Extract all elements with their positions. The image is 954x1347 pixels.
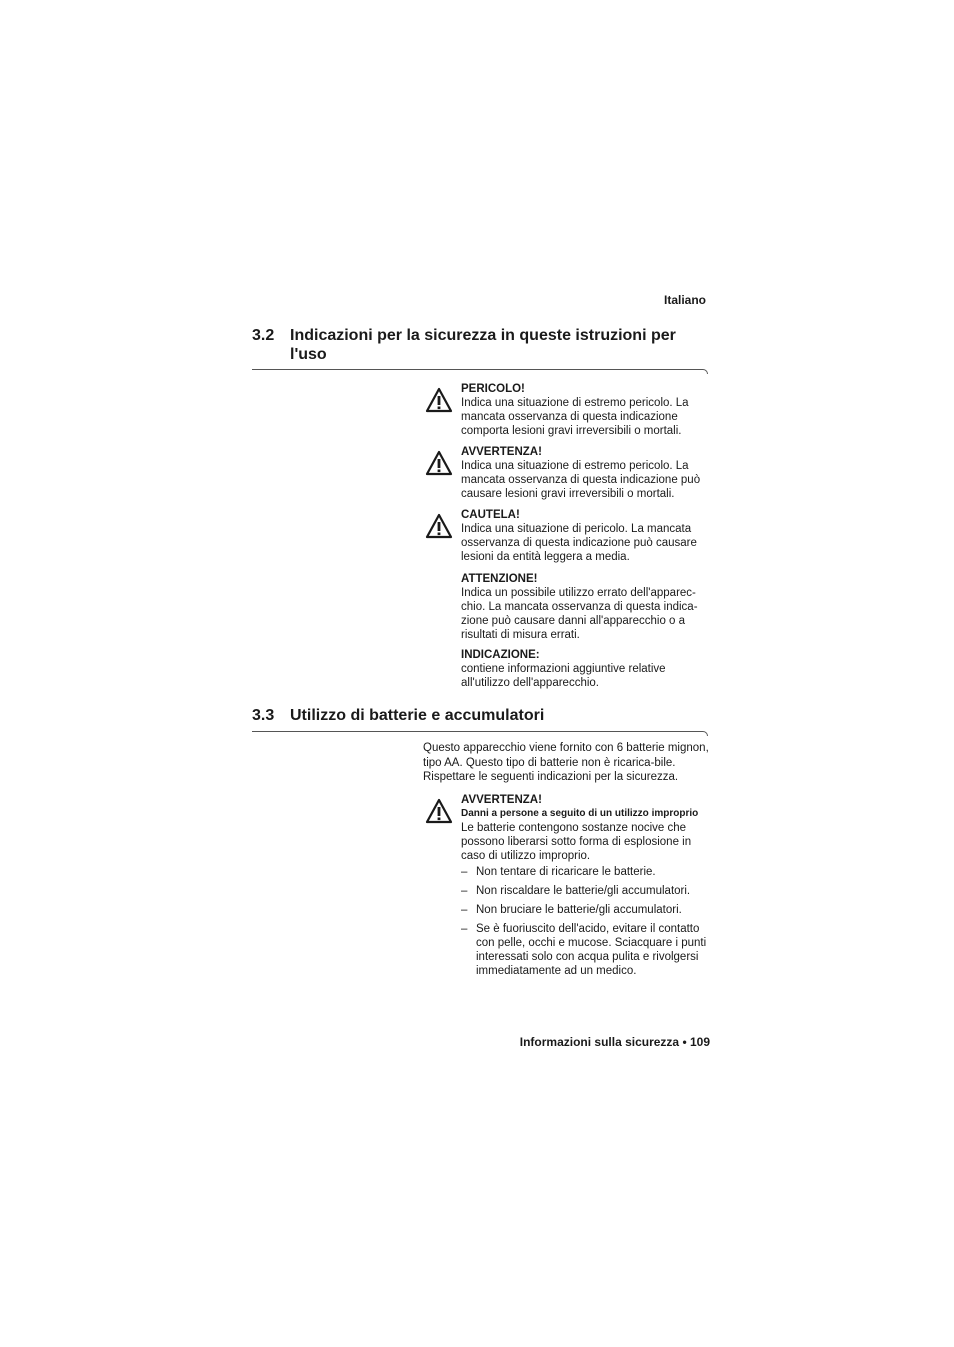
battery-warning xyxy=(461,793,711,983)
notice-title: CAUTELA! xyxy=(461,509,520,521)
warning-triangle-icon xyxy=(425,513,453,539)
notice-title: PERICOLO! xyxy=(461,383,525,395)
warning-list xyxy=(461,865,711,978)
section-rule xyxy=(252,731,708,736)
section-number: 3.3 xyxy=(252,707,275,724)
notice-text: Indica un possibile utilizzo errato dell'apparec-chio. La mancata osservanza di questa indica-zione può causare danni all'apparecchio o a risultati di misura errati. xyxy=(461,587,698,641)
notice-indication xyxy=(461,648,711,690)
notice-text: Indica una situazione di pericolo. La mancata osservanza di questa indicazione può causare lesioni da entità leggera a media. xyxy=(461,523,697,563)
notice-caution xyxy=(461,508,711,564)
batteries-intro: Questo apparecchio viene fornito con 6 batterie mignon, tipo AA. Questo tipo di batterie non è ricarica-bile. Rispettare le seguenti indicazioni per la sicurezza. xyxy=(423,742,709,783)
list-item: – Non tentare di ricaricare le batterie. xyxy=(461,865,711,879)
warning-triangle-icon xyxy=(425,798,453,824)
warning-triangle-icon xyxy=(425,387,453,413)
language-label: Italiano xyxy=(663,293,706,307)
section-3-3-heading xyxy=(252,706,712,726)
warning-triangle-icon xyxy=(425,450,453,476)
notice-warning xyxy=(461,445,711,501)
list-item: – Non bruciare le batterie/gli accumulatori. xyxy=(461,903,711,917)
warning-title: AVVERTENZA! xyxy=(461,794,542,806)
notice-danger xyxy=(461,382,711,438)
notice-title: INDICAZIONE: xyxy=(461,649,540,661)
notice-title: ATTENZIONE! xyxy=(461,573,538,585)
section-title: Utilizzo di batterie e accumulatori xyxy=(290,707,545,724)
notice-text: contiene informazioni aggiuntive relative all'utilizzo dell'apparecchio. xyxy=(461,663,666,689)
list-item: – Se è fuoriuscito dell'acido, evitare il contatto con pelle, occhi e mucose. Sciacquare i punti interessati solo con acqua pulita e rivolgersi immediatamente ad un medico. xyxy=(461,922,711,978)
section-3-2-heading xyxy=(252,326,712,366)
section-rule xyxy=(252,369,708,374)
section-title: Indicazioni per la sicurezza in queste istruzioni per l'uso xyxy=(290,327,676,363)
section-number: 3.2 xyxy=(252,327,275,344)
list-item: – Non riscaldare le batterie/gli accumulatori. xyxy=(461,884,711,898)
notice-title: AVVERTENZA! xyxy=(461,446,542,458)
notice-text: Indica una situazione di estremo pericolo. La mancata osservanza di questa indicazione comporta lesioni gravi irreversibili o mortali. xyxy=(461,397,689,437)
notice-attention xyxy=(461,572,711,642)
notice-text: Indica una situazione di estremo pericolo. La mancata osservanza di questa indicazione può causare lesioni gravi irreversibili o mortali. xyxy=(461,460,701,500)
warning-subtitle: Danni a persone a seguito di un utilizzo improprio xyxy=(461,808,699,819)
page-footer: Informazioni sulla sicurezza • 109 xyxy=(519,1035,710,1049)
warning-text: Le batterie contengono sostanze nocive che possono liberarsi sotto forma di esplosione in caso di utilizzo improprio. xyxy=(461,822,692,862)
